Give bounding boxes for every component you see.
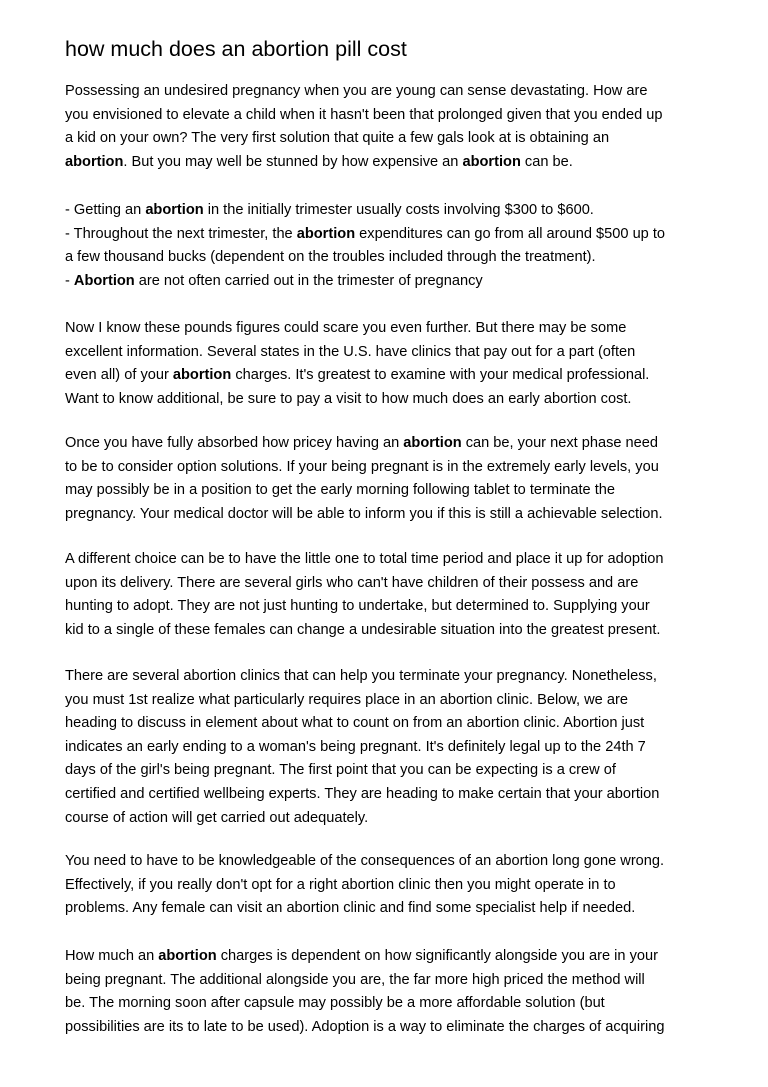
text-line: [65, 665, 745, 689]
text-line: [65, 479, 745, 503]
paragraph-financial-help: [65, 317, 745, 411]
text-line: [65, 104, 745, 128]
text-segment: A different choice can be to have the little one to total time period and place it up for adoption: [65, 551, 664, 567]
text-segment: kid to a single of these females can change a undesirable situation into the greatest present.: [65, 621, 661, 638]
text-segment: a few thousand bucks (dependent on the troubles included through the treatment).: [65, 249, 596, 266]
bold-keyword: abortion: [296, 225, 356, 242]
text-line: [65, 317, 745, 341]
text-segment: . But you may well be stunned by how expensive an: [123, 153, 463, 170]
text-line: [65, 246, 745, 270]
text-segment: may possibly be in a position to get the early morning following tablet to terminate the: [65, 482, 616, 499]
text-line: [65, 874, 745, 898]
text-segment: How much an: [65, 948, 159, 964]
text-segment: charges. It's greatest to examine with your medical professional.: [231, 367, 650, 384]
text-line: [65, 432, 745, 456]
text-segment: Once you have fully absorbed how pricey having an: [65, 435, 404, 451]
text-segment: expenditures can go from all around $500 up to: [355, 225, 666, 242]
bold-keyword: abortion: [172, 367, 232, 384]
text-line: [65, 850, 745, 874]
text-segment: - Getting an: [65, 202, 146, 218]
text-segment: Want to know additional, be sure to pay a visit to how much does an early abortion cost.: [65, 390, 632, 407]
text-segment: can be, your next phase need: [461, 435, 659, 451]
text-segment: be. The morning soon after capsule may possibly be a more affordable solution (but: [65, 995, 605, 1012]
text-line: [65, 712, 745, 736]
text-segment: - Throughout the next trimester, the: [65, 225, 297, 242]
text-line: [65, 969, 745, 993]
text-segment: even all) of your: [65, 367, 173, 384]
text-line: [65, 548, 745, 572]
text-segment: you must 1st realize what particularly requires place in an abortion clinic. Below, we are: [65, 691, 628, 708]
text-segment: you envisioned to elevate a child when it hasn't been that prolonged given that you ended up: [65, 106, 663, 123]
text-segment: indicates an early ending to a woman's being pregnant. It's definitely legal up to the 24th 7: [65, 738, 646, 755]
text-segment: problems. Any female can visit an abortion clinic and find some specialist help if needed.: [65, 900, 636, 917]
text-line: [65, 595, 745, 619]
text-segment: hunting to adopt. They are not just hunting to undertake, but determined to. Supplying your: [65, 598, 650, 615]
text-line: [65, 945, 745, 969]
text-line: [65, 80, 745, 104]
paragraph-cost-list: [65, 199, 745, 293]
text-line: [65, 151, 745, 175]
text-line: [65, 783, 745, 807]
text-segment: days of the girl's being pregnant. The first point that you can be expecting is a crew of: [65, 762, 616, 779]
text-segment: excellent information. Several states in the U.S. have clinics that pay out for a part (often: [65, 343, 636, 360]
text-line: [65, 897, 745, 921]
text-segment: can be.: [520, 153, 573, 170]
bold-keyword: abortion: [145, 202, 204, 218]
bold-keyword: abortion: [403, 435, 462, 451]
text-segment: Possessing an undesired pregnancy when you are young can sense devastating. How are: [65, 83, 648, 99]
text-line: [65, 364, 745, 388]
text-line: [65, 736, 745, 760]
text-segment: to be to consider option solutions. If your being pregnant is in the extremely early levels, you: [65, 458, 659, 475]
paragraph-consequences: [65, 850, 745, 921]
text-line: [65, 341, 745, 365]
text-line: [65, 807, 745, 831]
text-segment: are not often carried out in the trimester of pregnancy: [134, 272, 483, 289]
text-segment: You need to have to be knowledgeable of the consequences of an abortion long gone wrong.: [65, 853, 665, 869]
text-line: [65, 572, 745, 596]
text-segment: Now I know these pounds figures could scare you even further. But there may be some: [65, 320, 627, 336]
text-line: [65, 127, 745, 151]
text-segment: a kid on your own? The very first solution that quite a few gals look at is obtaining an: [65, 130, 610, 147]
text-line: [65, 759, 745, 783]
text-line: [65, 503, 745, 527]
text-line: [65, 1016, 745, 1040]
text-segment: There are several abortion clinics that can help you terminate your pregnancy. Nonetheless,: [65, 668, 657, 684]
text-segment: possibilities are its to late to be used). Adoption is a way to eliminate the charges of acquiring: [65, 1018, 665, 1035]
text-segment: upon its delivery. There are several girls who can't have children of their possess and are: [65, 574, 639, 591]
text-segment: charges is dependent on how significantly alongside you are in your: [216, 948, 658, 964]
paragraph-options: [65, 432, 745, 526]
text-line: [65, 270, 745, 294]
text-line: [65, 689, 745, 713]
paragraph-intro: [65, 80, 745, 174]
text-segment: Effectively, if you really don't opt for a right abortion clinic then you might operate in to: [65, 876, 616, 893]
page-title: how much does an abortion pill cost: [65, 37, 407, 61]
bold-keyword: abortion: [65, 153, 124, 170]
paragraph-adoption: [65, 548, 745, 642]
text-line: [65, 388, 745, 412]
text-segment: heading to discuss in element about what to count on from an abortion clinic. Abortion just: [65, 715, 645, 732]
bold-keyword: abortion: [462, 153, 521, 170]
text-line: [65, 992, 745, 1016]
text-segment: in the initially trimester usually costs involving $300 to $600.: [203, 202, 594, 218]
text-line: [65, 223, 745, 247]
text-segment: course of action will get carried out adequately.: [65, 809, 369, 826]
paragraph-charges: [65, 945, 745, 1039]
bold-keyword: abortion: [158, 948, 217, 964]
bold-keyword: Abortion: [73, 272, 135, 289]
text-line: [65, 619, 745, 643]
text-line: [65, 456, 745, 480]
text-segment: certified and certified wellbeing experts. They are heading to make certain that your abortion: [65, 785, 660, 802]
text-segment: -: [65, 272, 74, 289]
paragraph-clinics: [65, 665, 745, 830]
text-segment: pregnancy. Your medical doctor will be able to inform you if this is still a achievable selection.: [65, 505, 663, 522]
text-line: [65, 199, 745, 223]
text-segment: being pregnant. The additional alongside you are, the far more high priced the method will: [65, 971, 645, 988]
